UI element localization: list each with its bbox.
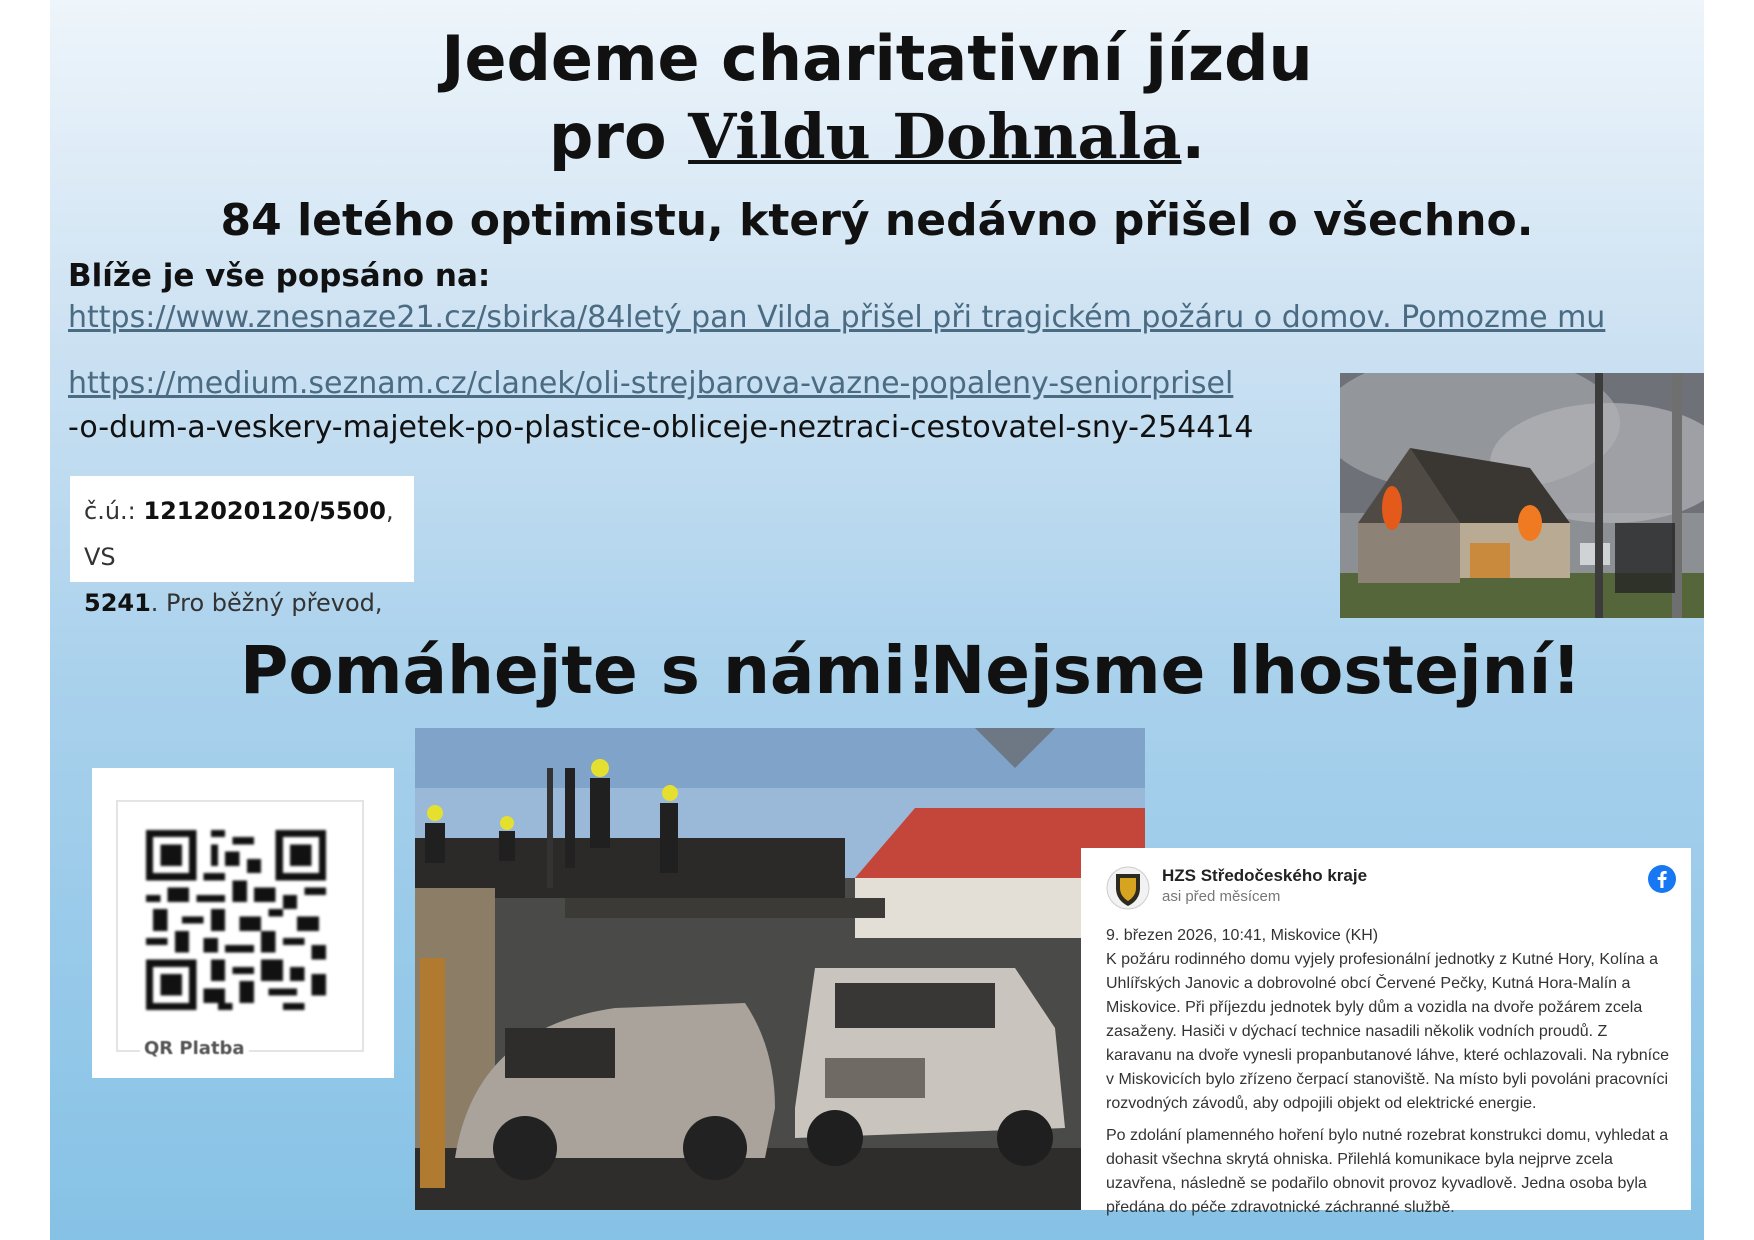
post-paragraph-2: Po zdolání plamenného hoření bylo nutné rozebrat konstrukci domu, vyhledat a dohasit všechna skrytá ohniska. Přilehlá komunikace byla nejprve zcela uzavřena, následně se podařilo obnovit provoz kyvadlově. Jedna osoba byla předána do péče zdravotnické záchranné službě. (1106, 1127, 1669, 1216)
burned-cars-photo (415, 728, 1145, 1210)
post-time: asi před měsícem (1162, 888, 1281, 905)
headline-name: Vildu Dohnala (688, 100, 1182, 173)
subtitle: 84 letého optimistu, který nedávno přišel o všechno. (220, 195, 1534, 246)
fire-brigade-logo-icon (1106, 866, 1150, 910)
facebook-icon[interactable] (1647, 864, 1677, 894)
qr-label: QR Platba (140, 1038, 249, 1059)
post-header (1106, 862, 1677, 924)
account-suffix: . Pro běžný převod, (150, 589, 383, 617)
article-link-continuation: -o-dum-a-veskery-majetek-po-plastice-obliceje-neztraci-cestovatel-sny-254414 (68, 410, 1254, 445)
article-link[interactable]: https://medium.seznam.cz/clanek/oli-strejbarova-vazne-popaleny-seniorprisel (68, 366, 1234, 401)
facebook-post (1081, 848, 1691, 1216)
post-org-name: HZS Středočeského kraje (1162, 866, 1368, 885)
qr-frame (116, 800, 364, 1059)
qr-code-icon (146, 830, 326, 1010)
account-prefix: č.ú.: (84, 497, 144, 525)
more-info-label: Blíže je vše popsáno na: (68, 258, 491, 294)
poster (50, 0, 1704, 1240)
fundraiser-link[interactable]: https://www.znesnaze21.cz/sbirka/84letý pan Vilda přišel při tragickém požáru o domov. Pomozme mu (68, 300, 1606, 335)
vs-number: 5241 (84, 589, 151, 617)
vs-label: , VS (84, 497, 394, 571)
account-number: 1212020120/5500 (143, 497, 386, 525)
slogan-not-indifferent: Nejsme lhostejní! (930, 632, 1582, 709)
headline-line2 (50, 100, 1704, 173)
headline-pre: pro (548, 100, 689, 173)
qr-payment-card (92, 768, 394, 1078)
slogan-help: Pomáhejte s námi! (240, 632, 936, 709)
headline-line1: Jedeme charitativní jízdu (441, 22, 1313, 95)
house-fire-photo (1340, 373, 1704, 618)
post-paragraph-1: 9. březen 2026, 10:41, Miskovice (KH) K požáru rodinného domu vyjely profesionální jednotky z Kutné Hory, Kolína a Uhlířských Janovic a dobrovolné obcí Červené Pečky, Kutná Hora-Malín a Miskovice. Při příjezdu jednotek byly dům a vozidla na dvoře požárem zcela zasaženy. Hasiči v dýchací technice nasadili několik vodních proudů. Z karavanu na dvoře vynesli propanbutanové láhve, které ochlazovali. Na rybníce v Miskovicích bylo zřízeno čerpací stanoviště. Na místo byli povoláni pracovníci rozvodných závodů, aby odpojili objekt od elektrické energie. (1106, 927, 1669, 1112)
headline-post: . (1181, 100, 1205, 173)
bank-account-box (70, 476, 414, 617)
